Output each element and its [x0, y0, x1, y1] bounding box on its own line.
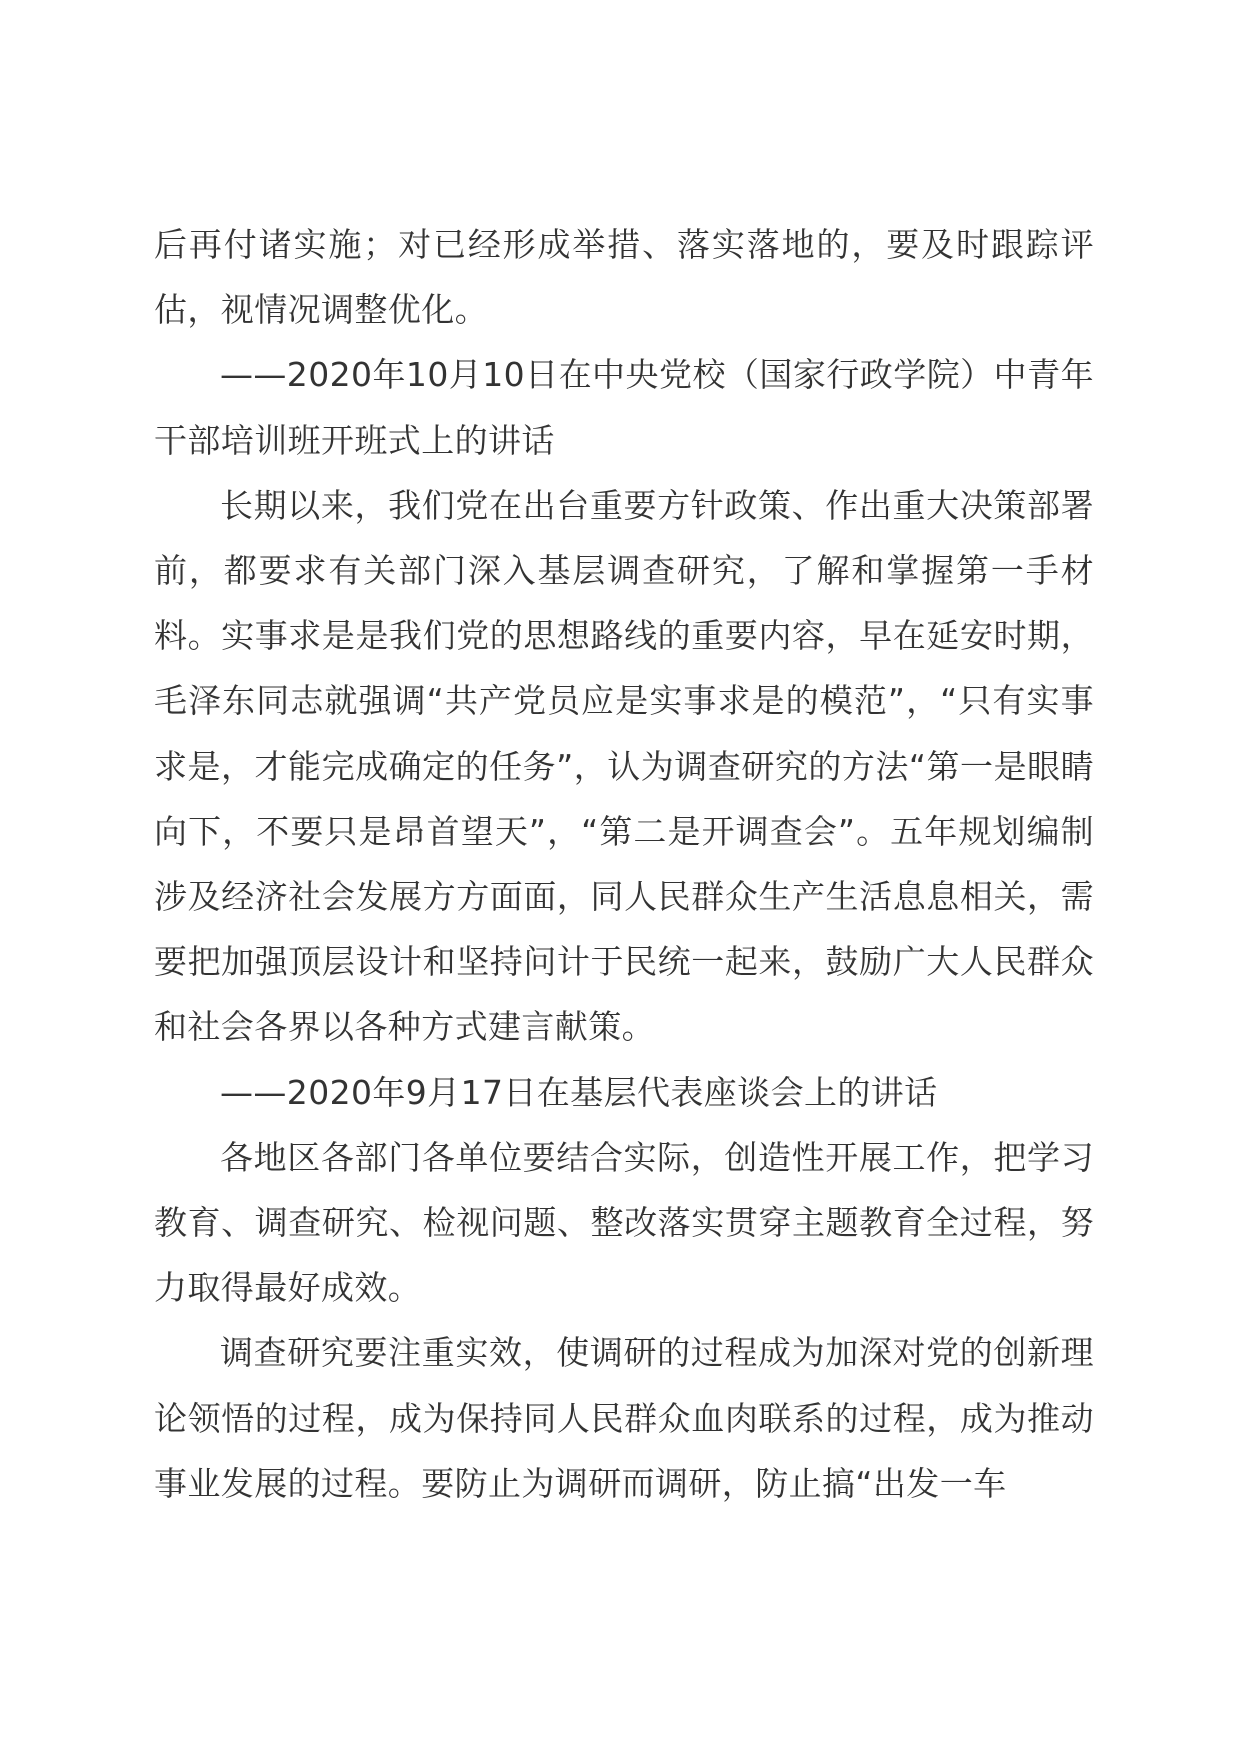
article-body [154, 212, 1094, 1516]
paragraph-body: 各地区各部门各单位要结合实际，创造性开展工作，把学习教育、调查研究、检视问题、整改落实贯穿主题教育全过程，努力取得最好成效。 [154, 1137, 1094, 1308]
paragraph-body: 调查研究要注重实效，使调研的过程成为加深对党的创新理论领悟的过程，成为保持同人民群众血肉联系的过程，成为推动事业发展的过程。要防止为调研而调研，防止搞“出发一车 [154, 1333, 1094, 1503]
paragraph-body: 长期以来，我们党在出台重要方针政策、作出重大决策部署前，都要求有关部门深入基层调查研究，了解和掌握第一手材料。实事求是是我们党的思想路线的重要内容，早在延安时期，毛泽东同志就强调“共产党员应是实事求是的模范”，“只有实事求是，才能完成确定的任务”，认为调查研究的方法“第一是眼睛向下，不要只是昂首望天”，“第二是开调查会”。五年规划编制涉及经济社会发展方方面面，同人民群众生产生活息息相关，需要把加强顶层设计和坚持问计于民统一起来，鼓励广大人民群众和社会各界以各种方式建言献策。 [154, 485, 1094, 1047]
speech-source-line: ——2020年9月17日在基层代表座谈会上的讲话 [220, 1072, 938, 1112]
speech-source-line: ——2020年10月10日在中央党校（国家行政学院）中青年干部培训班开班式上的讲话 [154, 355, 1094, 460]
paragraph-continuation: 后再付诸实施；对已经形成举措、落实落地的，要及时跟踪评估，视情况调整优化。 [154, 225, 1094, 330]
